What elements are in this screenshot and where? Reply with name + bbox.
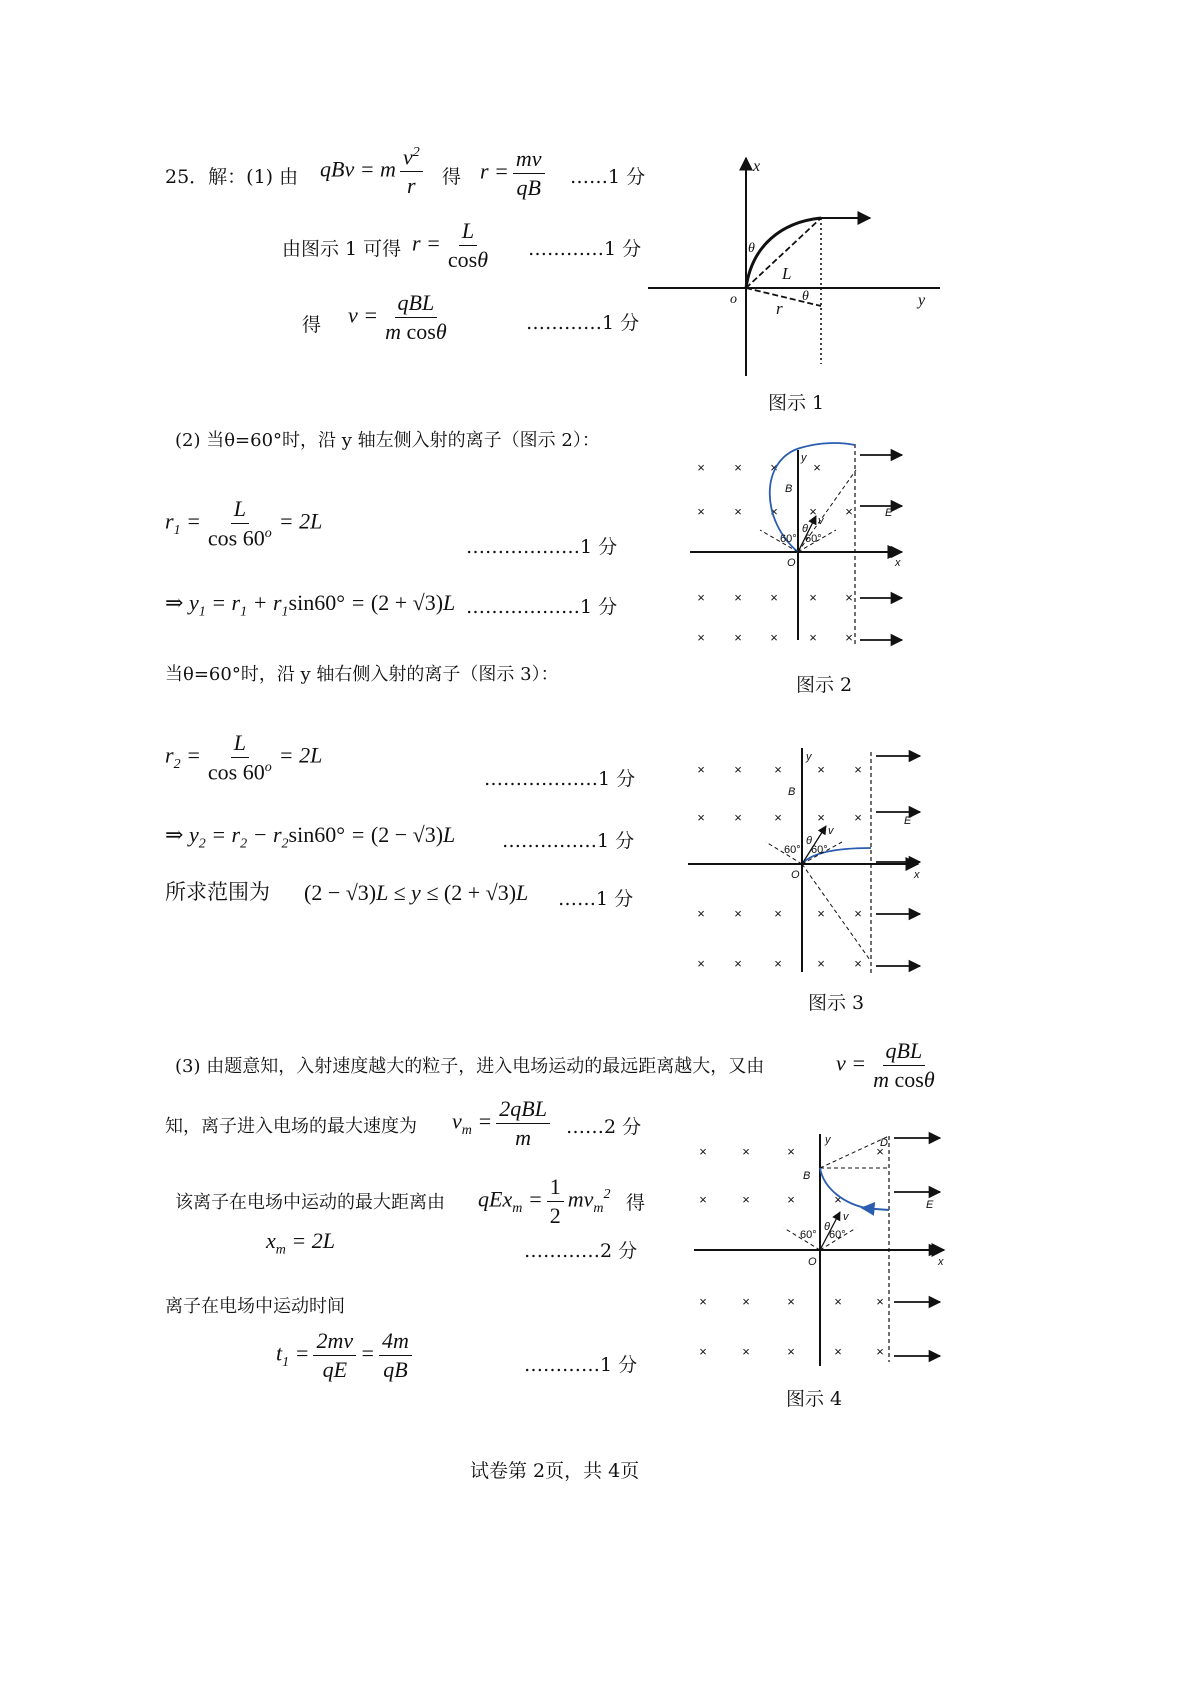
svg-text:v: v — [828, 825, 834, 837]
svg-text:y: y — [918, 292, 926, 309]
svg-text:×: × — [770, 460, 778, 475]
de-1: 得 — [442, 166, 462, 188]
svg-text:v: v — [818, 515, 824, 527]
svg-text:y: y — [806, 751, 812, 763]
svg-text:O: O — [791, 869, 800, 881]
svg-text:O: O — [787, 557, 796, 569]
score-range: ……1 分 — [558, 888, 634, 910]
eq-v-ref: v = $\frac{\text{qBL}}{\text{m cosθ}}$ — [836, 1038, 935, 1092]
svg-text:y: y — [801, 452, 807, 464]
line2-pre: 由图示 1 可得 — [282, 238, 402, 260]
svg-text:×: × — [699, 1144, 707, 1159]
figure-2 — [690, 443, 902, 645]
svg-text:×: × — [697, 630, 705, 645]
eq-radius: r = $\frac{mv}{qB}$ — [480, 148, 549, 199]
svg-text:×: × — [742, 1144, 750, 1159]
svg-text:×: × — [774, 956, 782, 971]
svg-text:θ: θ — [748, 241, 755, 256]
eq-r1: $r_1$ = $\frac{L}{\cos 60^o}$ = 2L — [165, 496, 323, 551]
svg-text:B: B — [785, 483, 793, 495]
svg-text:×: × — [697, 762, 705, 777]
svg-text:E: E — [885, 507, 893, 519]
eq-energy: qEx$_m$ = $\frac{1}{2}$ $mv_m^2$ — [478, 1174, 611, 1228]
svg-text:60°: 60° — [805, 533, 822, 545]
figure-4 — [694, 1134, 944, 1366]
score-3: …………1 分 — [526, 312, 640, 334]
svg-text:×: × — [697, 590, 705, 605]
svg-text:×: × — [734, 810, 742, 825]
svg-text:×: × — [854, 810, 862, 825]
q25-head: 25．解：(1) 由 — [165, 166, 299, 188]
svg-text:×: × — [817, 956, 825, 971]
svg-text:θ: θ — [806, 835, 812, 847]
svg-text:×: × — [817, 810, 825, 825]
svg-text:×: × — [876, 1294, 884, 1309]
figure-3 — [688, 748, 920, 976]
p3-intro: (3) 由题意知，入射速度越大的粒子，进入电场运动的最远距离越大，又由 — [175, 1056, 765, 1077]
caption-fig3: 图示 3 — [808, 992, 865, 1014]
svg-text:×: × — [734, 504, 742, 519]
svg-text:60°: 60° — [800, 1229, 817, 1241]
svg-text:×: × — [845, 504, 853, 519]
eq-range: (2 − √3)L ≤ y ≤ (2 + √3)L — [304, 880, 529, 905]
svg-text:×: × — [787, 1344, 795, 1359]
svg-text:o: o — [730, 292, 737, 307]
p2-intro3: 当θ=60°时，沿 y 轴右侧入射的离子（图示 3）： — [165, 664, 559, 685]
svg-text:x: x — [895, 557, 901, 569]
svg-text:×: × — [834, 1344, 842, 1359]
svg-text:×: × — [734, 630, 742, 645]
eq-lorentz: qBv = m $\frac{v^2}{r}$ — [320, 146, 427, 197]
range-label: 所求范围为 — [165, 880, 270, 904]
line3-pre: 得 — [302, 314, 322, 336]
svg-text:×: × — [809, 504, 817, 519]
svg-text:×: × — [770, 504, 778, 519]
svg-text:×: × — [734, 762, 742, 777]
svg-text:x: x — [938, 1256, 944, 1268]
svg-text:θ: θ — [802, 289, 809, 304]
svg-text:×: × — [876, 1144, 884, 1159]
score-vm: ……2 分 — [566, 1116, 642, 1138]
caption-fig4: 图示 4 — [786, 1388, 843, 1410]
score-y1: ………………1 分 — [466, 596, 618, 618]
svg-text:×: × — [697, 504, 705, 519]
svg-text:×: × — [787, 1294, 795, 1309]
svg-text:×: × — [809, 590, 817, 605]
svg-text:×: × — [699, 1294, 707, 1309]
score-r2: ………………1 分 — [484, 768, 636, 790]
svg-text:×: × — [876, 1344, 884, 1359]
svg-text:×: × — [697, 460, 705, 475]
score-r1: ………………1 分 — [466, 536, 618, 558]
svg-text:60°: 60° — [811, 844, 828, 856]
svg-text:60°: 60° — [784, 844, 801, 856]
svg-text:×: × — [854, 906, 862, 921]
svg-text:×: × — [774, 906, 782, 921]
svg-text:×: × — [854, 956, 862, 971]
svg-text:E: E — [904, 815, 912, 827]
page-footer: 试卷第 2页，共 4页 — [470, 1460, 640, 1482]
svg-text:B: B — [788, 786, 796, 798]
svg-text:×: × — [742, 1294, 750, 1309]
svg-text:×: × — [770, 590, 778, 605]
svg-text:×: × — [813, 460, 821, 475]
svg-text:×: × — [699, 1344, 707, 1359]
svg-text:×: × — [742, 1344, 750, 1359]
svg-text:×: × — [845, 590, 853, 605]
svg-text:θ: θ — [802, 523, 808, 535]
eq-v: v = $\frac{\text{qBL}}{\text{m cosθ}}$ — [348, 290, 447, 344]
eq-y1: ⇒ $y_1 = r_1 + r_1\sin 60^\circ = (2 + √3)L$ — [165, 590, 456, 620]
svg-text:×: × — [817, 906, 825, 921]
svg-text:E: E — [926, 1199, 934, 1211]
svg-text:×: × — [817, 762, 825, 777]
svg-text:×: × — [809, 630, 817, 645]
svg-text:r: r — [776, 299, 783, 318]
svg-text:D: D — [880, 1137, 888, 1149]
eq-xm: $x_m = 2L$ — [266, 1228, 335, 1258]
svg-text:×: × — [734, 590, 742, 605]
svg-text:60°: 60° — [780, 533, 797, 545]
score-2: …………1 分 — [528, 238, 642, 260]
score-y2: ……………1 分 — [502, 830, 635, 852]
p3-line2: 知，离子进入电场的最大速度为 — [165, 1116, 417, 1137]
eq-r-L: r = $\frac{L}{\cos\theta}$ — [412, 218, 489, 272]
svg-text:×: × — [699, 1192, 707, 1207]
svg-text:B: B — [803, 1170, 811, 1182]
score-t1: …………1 分 — [524, 1354, 638, 1376]
time-label: 离子在电场中运动时间 — [165, 1296, 345, 1317]
svg-text:×: × — [742, 1192, 750, 1207]
svg-text:θ: θ — [824, 1221, 830, 1233]
caption-fig1: 图示 1 — [768, 392, 825, 414]
de-2: 得 — [626, 1192, 646, 1214]
figure-1 — [648, 158, 940, 376]
svg-text:×: × — [770, 630, 778, 645]
svg-text:×: × — [787, 1144, 795, 1159]
svg-text:L: L — [782, 264, 792, 283]
svg-text:×: × — [845, 630, 853, 645]
score-1: ……1 分 — [570, 166, 646, 188]
eq-y2: ⇒ $y_2 = r_2 - r_2\sin 60^\circ = (2 - √3)L$ — [165, 822, 456, 852]
svg-text:x: x — [914, 869, 920, 881]
svg-text:O: O — [808, 1256, 817, 1268]
caption-fig2: 图示 2 — [796, 674, 853, 696]
svg-text:×: × — [774, 762, 782, 777]
svg-text:×: × — [697, 956, 705, 971]
svg-text:×: × — [697, 810, 705, 825]
p3-line3: 该离子在电场中运动的最大距离由 — [175, 1192, 445, 1213]
eq-r2: $r_2$ = $\frac{L}{\cos 60^o}$ = 2L — [165, 730, 323, 785]
eq-t1: $t_1$ = $\frac{2mv}{qE}$ = $\frac{4m}{qB}$ — [276, 1330, 416, 1381]
p2-intro: (2) 当θ=60°时，沿 y 轴左侧入射的离子（图示 2）： — [175, 430, 600, 451]
score-xm: …………2 分 — [524, 1240, 638, 1262]
svg-text:v: v — [843, 1211, 849, 1223]
svg-text:×: × — [834, 1294, 842, 1309]
eq-vm: $v_m$ = $\frac{\text{2qBL}}{m}$ — [452, 1098, 554, 1149]
svg-text:y: y — [825, 1134, 831, 1146]
svg-text:×: × — [774, 810, 782, 825]
svg-text:x: x — [753, 158, 761, 175]
svg-text:×: × — [697, 906, 705, 921]
svg-text:×: × — [734, 906, 742, 921]
svg-text:×: × — [787, 1192, 795, 1207]
svg-text:×: × — [734, 956, 742, 971]
svg-text:×: × — [854, 762, 862, 777]
svg-text:×: × — [734, 460, 742, 475]
svg-text:×: × — [834, 1192, 842, 1207]
svg-text:60°: 60° — [829, 1229, 846, 1241]
